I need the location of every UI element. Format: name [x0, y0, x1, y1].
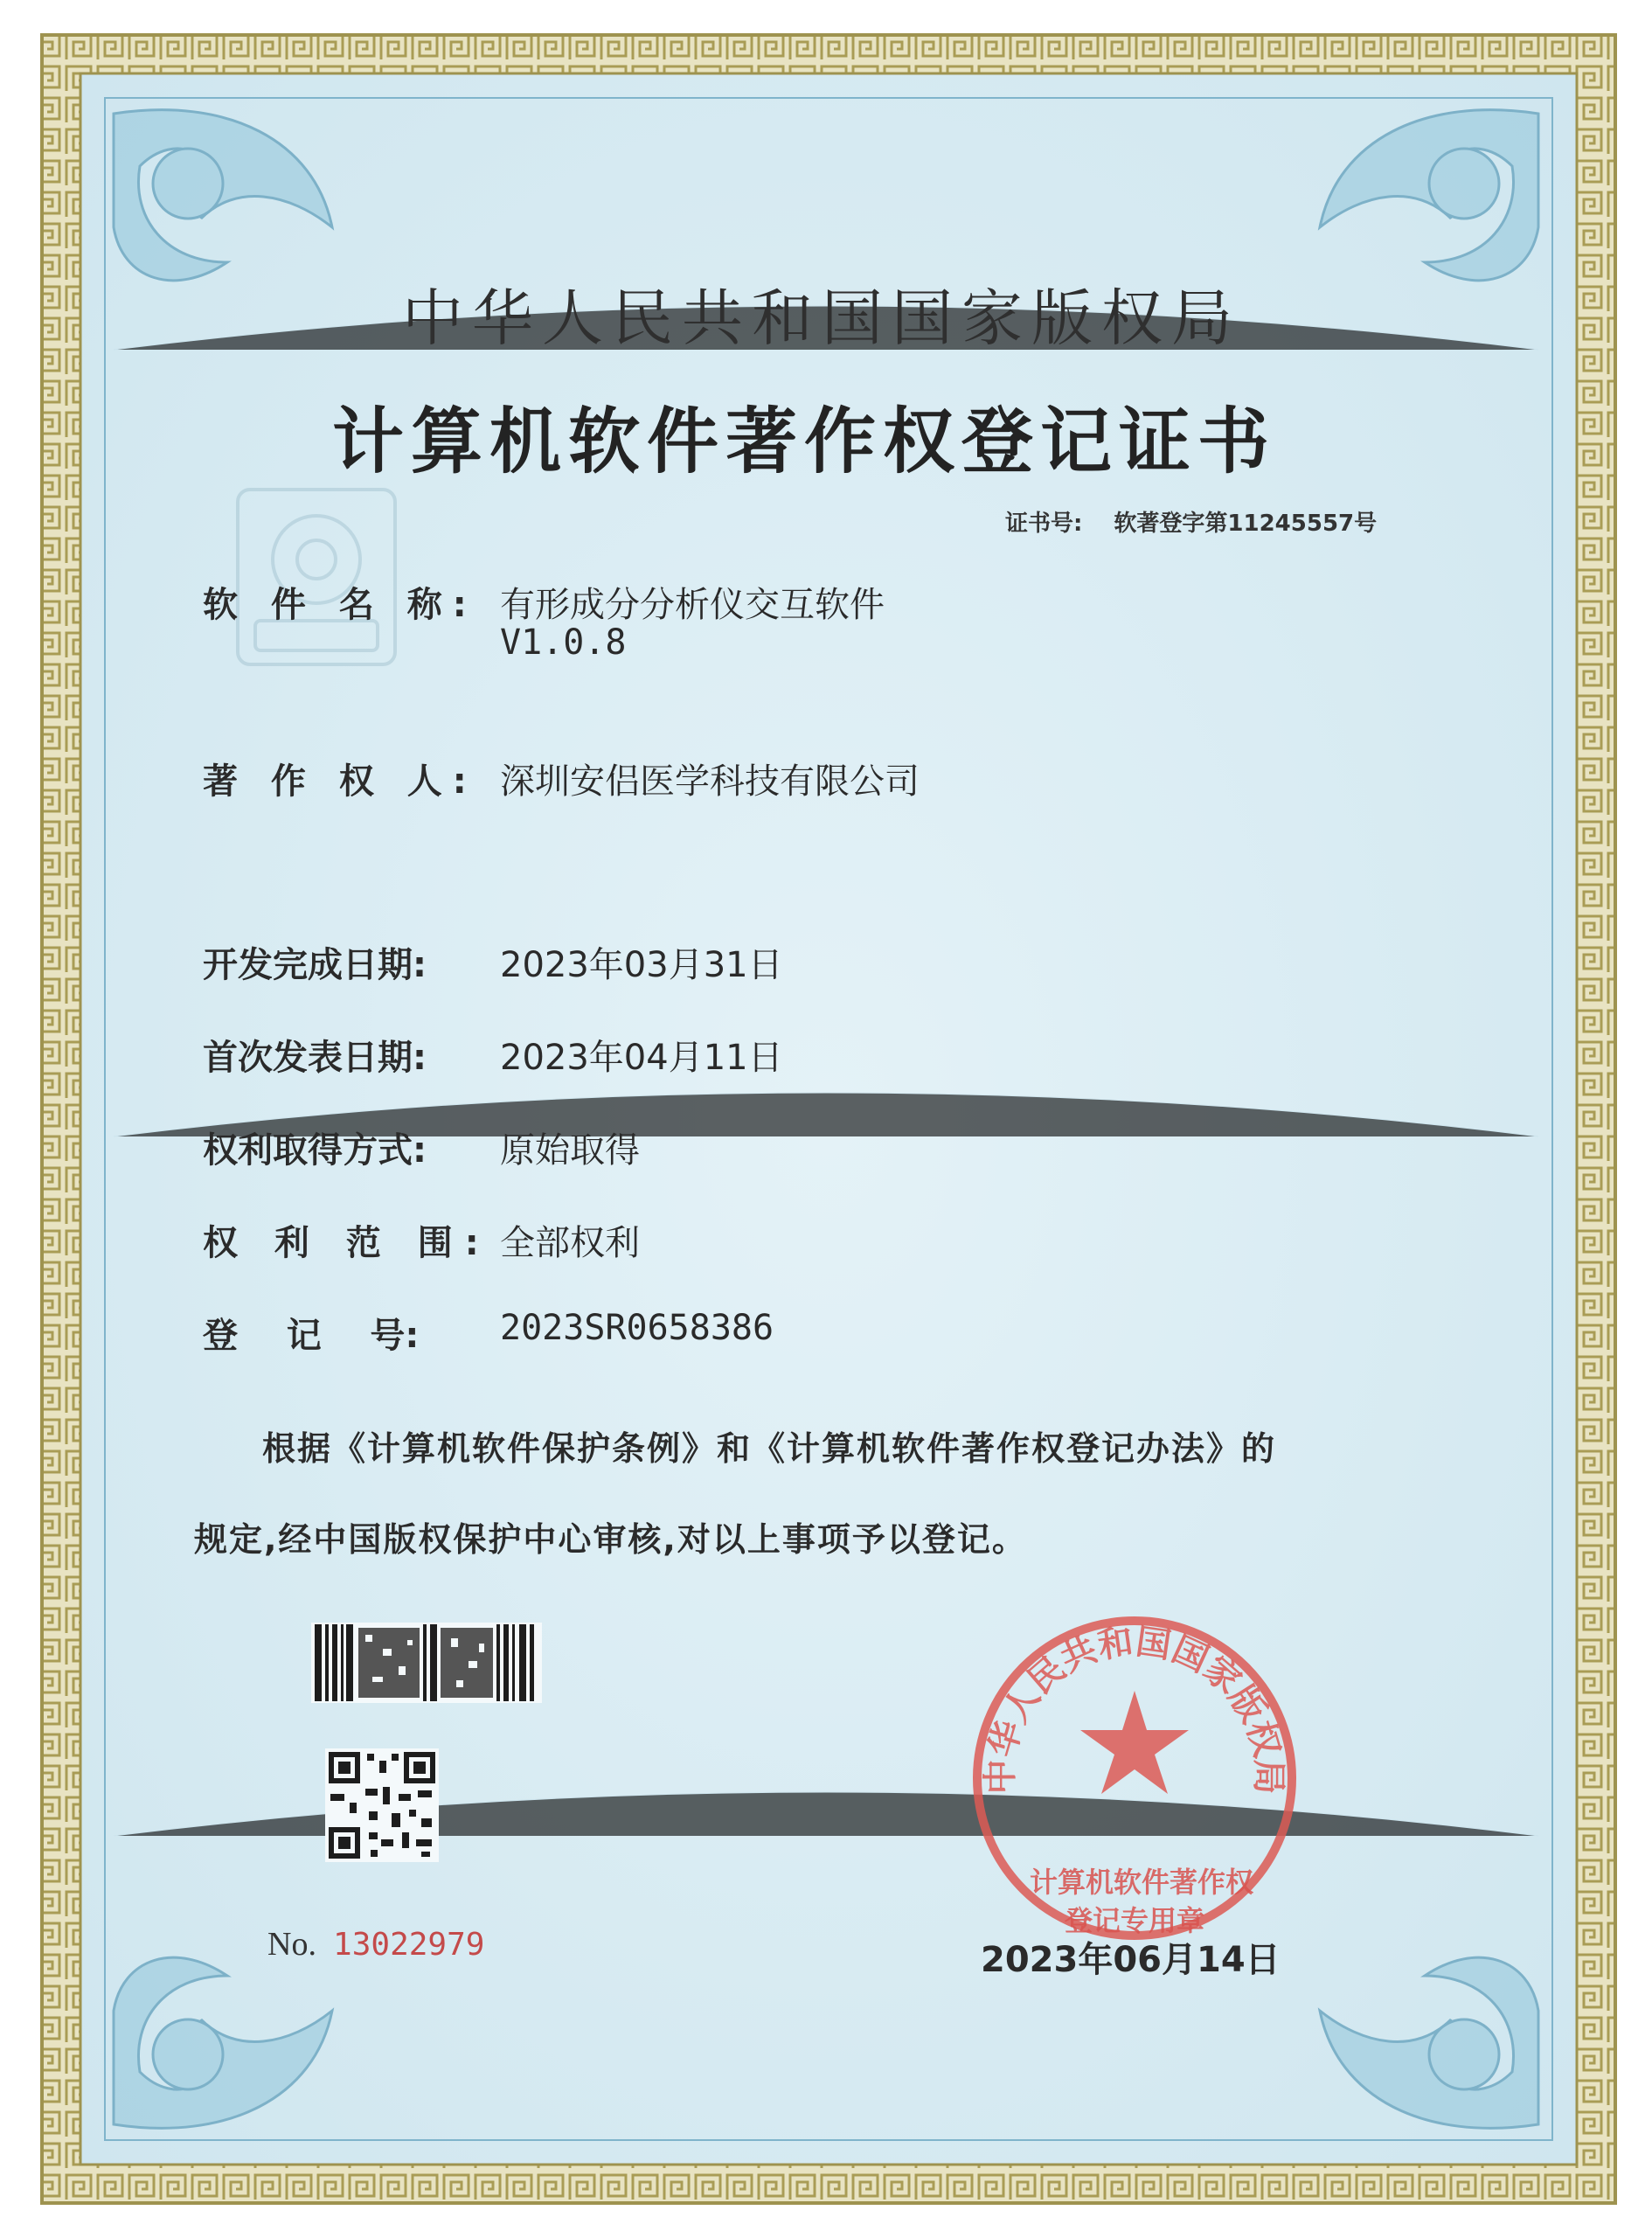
reg-value: 2023SR0658386 — [500, 1308, 774, 1348]
barcode-icon — [311, 1623, 542, 1703]
cert-no-label: 证书号: — [1005, 511, 1083, 537]
statement-line-1: 根据《计算机软件保护条例》和《计算机软件著作权登记办法》的 — [262, 1429, 1277, 1468]
serial-prefix: No. — [267, 1926, 316, 1963]
statement-line-2: 规定,经中国版权保护中心审核,对以上事项予以登记。 — [194, 1520, 1027, 1559]
software-name-value: 有形成分分析仪交互软件 — [500, 585, 885, 625]
certificate-title: 计算机软件著作权登记证书 — [332, 400, 1277, 483]
dev-date-value: 2023年03月31日 — [500, 945, 783, 985]
scope-value: 全部权利 — [500, 1223, 640, 1263]
issue-date: 2023年06月14日 — [981, 1940, 1281, 1980]
acquire-label: 权利取得方式: — [203, 1130, 427, 1171]
seal-ring-text: 中华人民共和国国家版权局 — [980, 1621, 1289, 1795]
qr-code-icon — [325, 1748, 439, 1862]
serial-value: 13022979 — [333, 1927, 485, 1963]
scope-label: 权 利 范 围: — [203, 1223, 491, 1263]
serial-number — [267, 1925, 484, 1963]
software-version: V1.0.8 — [500, 622, 627, 663]
software-name-label: 软 件 名 称: — [203, 585, 477, 625]
acquire-value: 原始取得 — [500, 1130, 640, 1171]
issuer-title: 中华人民共和国国家版权局 — [402, 282, 1241, 354]
certificate-number — [1005, 505, 1377, 538]
owner-label: 著 作 权 人: — [203, 761, 477, 802]
dev-date-label: 开发完成日期: — [203, 945, 427, 985]
reg-label: 登 记 号: — [203, 1316, 420, 1356]
pub-date-value: 2023年04月11日 — [500, 1038, 783, 1078]
seal-inner-line-2: 登记专用章 — [1065, 1904, 1205, 1937]
pub-date-label: 首次发表日期: — [203, 1038, 427, 1078]
cert-no-value: 软著登字第11245557号 — [1114, 511, 1378, 537]
seal-inner-line-1: 计算机软件著作权 — [1030, 1866, 1254, 1899]
owner-value: 深圳安侣医学科技有限公司 — [500, 761, 920, 802]
